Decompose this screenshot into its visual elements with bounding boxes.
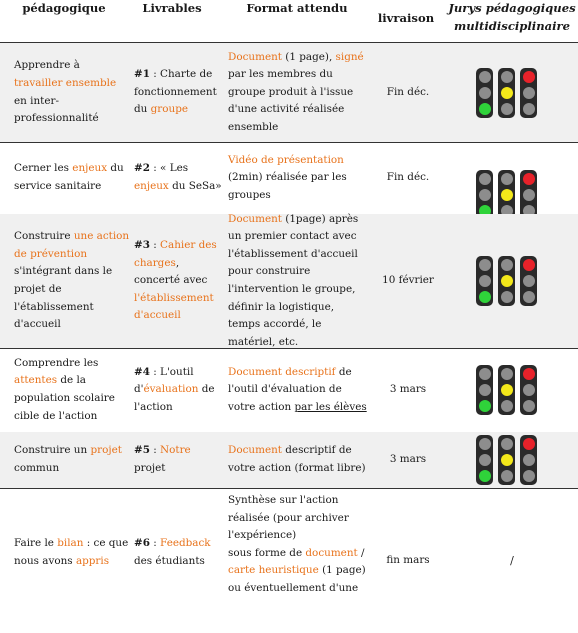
lamp-green-lit [479,400,491,412]
text-run: du service sanitaire [14,162,124,192]
highlighted-text: Notre [160,444,191,457]
text-run: : [149,444,161,457]
lamp-red-lit [523,71,535,83]
delivery-date [376,432,440,488]
lamp-red-off [501,259,513,271]
lamp-green-lit [479,470,491,482]
lamp-yellow-off [479,384,491,396]
lamp-red-lit [523,259,535,271]
traffic-light-housing [498,256,515,306]
traffic-light-icon [476,256,537,306]
text-run: Construire un [14,444,91,457]
header-jurys-line2: multidisciplinaire [453,19,571,33]
text-run: par les membres du groupe produit à l'issue d'une activité réalisée ensemble [228,68,354,133]
delivery-date-text: Fin déc. [386,85,430,98]
delivery-date [376,488,440,633]
delivery-date [376,214,440,348]
deliverable-cell [134,432,224,488]
lamp-yellow-off [479,275,491,287]
objective-cell [14,43,130,142]
highlighted-text: Document descriptif [228,365,336,378]
text-run: en inter-professionnalité [14,94,99,125]
delivery-date [376,142,440,214]
traffic-light-housing [520,170,537,220]
lamp-green-off [523,470,535,482]
format-cell [228,43,368,142]
objective-cell [14,142,130,214]
lamp-red-off [479,173,491,185]
format-cell [228,214,368,348]
traffic-light-icon [476,68,537,118]
lamp-yellow-off [523,454,535,466]
text-run: (1 page), [281,50,336,63]
lamp-red-off [479,71,491,83]
header-livrables: Livrables [142,1,202,15]
lamp-yellow-lit [501,275,513,287]
lamp-green-off [523,291,535,303]
highlighted-text: bilan [57,537,84,550]
format-cell [228,142,368,214]
lamp-red-lit [523,368,535,380]
lamp-green-off [501,103,513,115]
lamp-green-off [501,400,513,412]
lamp-red-off [479,259,491,271]
lamp-red-off [501,368,513,380]
underlined-text: par les élèves [294,400,367,413]
highlighted-text: Feedback [160,537,211,550]
text-run: descriptif de votre action (format libre) [228,444,366,474]
deliverable-cell [134,214,224,348]
highlighted-text: projet [90,444,122,457]
highlighted-text: Cahier des charges [134,239,217,269]
text-run: : L'outil d' [134,365,194,396]
delivery-date-text: Fin déc. [386,171,430,184]
text-run: (1page) après un premier contact avec l'établissement d'accueil pour construire l'intervention le groupe, définir la logistique, temps accordé, le matériel, etc. [228,212,359,348]
text-run: : Charte de fonctionnement du [134,68,217,116]
text-run: ou éventuellement d'une [228,581,359,594]
table-header [0,0,578,42]
traffic-light-housing [498,170,515,220]
table-row [0,488,578,618]
format-cell [228,348,368,432]
highlighted-text: document [305,546,358,559]
traffic-light-housing [498,435,515,485]
traffic-light-housing [476,435,493,485]
traffic-light-housing [520,68,537,118]
text-run: , concerté avec [134,256,208,287]
text-run: Cerner les [14,162,73,175]
highlighted-text: groupe [150,103,189,116]
traffic-light-icon [476,435,537,485]
delivery-date [376,348,440,432]
traffic-light-icon [476,170,537,220]
text-run: : ce que nous avons [14,537,129,567]
objective-cell [14,214,130,348]
header-format-attendu: Format attendu [246,1,348,15]
highlighted-text: attentes [14,374,58,387]
highlighted-text: travailler ensemble [14,76,117,89]
header-objectif: pédagogique [22,1,106,15]
text-run: Faire le [14,537,58,550]
text-run: : [149,537,161,550]
text-run: de la population scolaire cible de l'action [14,374,115,422]
highlighted-text: évaluation [143,383,199,396]
lamp-red-lit [523,438,535,450]
header-livraison: livraison [377,11,435,25]
lamp-green-off [523,103,535,115]
delivery-date-text: 3 mars [389,453,427,466]
text-run: / [357,546,365,559]
lamp-yellow-off [523,384,535,396]
text-run: (1 page) [318,564,366,577]
traffic-light-housing [520,365,537,415]
highlighted-text: une action de prévention [14,230,130,260]
lamp-yellow-lit [501,384,513,396]
lamp-yellow-off [479,87,491,99]
deliverable-number: #6 [134,537,150,550]
text-run: de l'action [134,383,215,413]
deliverable-cell [134,348,224,432]
objective-cell [14,432,130,488]
lamp-red-off [501,71,513,83]
lamp-yellow-off [523,87,535,99]
highlighted-text: carte heuristique [228,564,319,577]
text-run: (2min) réalisée par les groupes [228,171,347,201]
deliverable-number: #4 [134,365,150,378]
delivery-date-text: 10 février [382,274,434,287]
highlighted-text: Document [228,444,282,457]
deliverable-cell [134,488,224,618]
table-row [0,348,578,432]
lamp-green-lit [479,291,491,303]
delivery-date-text: 3 mars [389,383,427,396]
text-run: commun [14,462,60,474]
table-row [0,432,578,488]
text-run: Synthèse sur l'action réalisée (pour archiver l'expérience) [228,494,349,542]
lamp-green-off [501,470,513,482]
highlighted-text: Document [228,212,282,225]
delivery-date [376,43,440,142]
text-run: sous forme de [228,546,306,559]
text-run: des étudiants [134,555,205,567]
text-run: du SeSa» [168,180,222,192]
traffic-light-housing [498,68,515,118]
table-row [0,43,578,142]
highlighted-text: l'établissement d'accueil [134,291,214,322]
jury-none-marker: / [510,554,514,567]
traffic-light-housing [520,256,537,306]
lamp-red-off [501,173,513,185]
deliverable-number: #5 [134,444,150,457]
text-run: Comprendre les [14,356,99,369]
text-run: s'intégrant dans le projet de l'établissement d'accueil [14,265,113,331]
lamp-green-off [523,400,535,412]
lamp-yellow-off [479,189,491,201]
lamp-yellow-lit [501,189,513,201]
format-cell [228,432,368,488]
traffic-light-housing [476,365,493,415]
lamp-yellow-lit [501,87,513,99]
highlighted-text: appris [75,555,110,567]
lamp-red-off [479,438,491,450]
format-cell [228,488,368,618]
traffic-light-housing [476,256,493,306]
traffic-light-housing [476,68,493,118]
lamp-red-off [479,368,491,380]
header-jurys-line1: Jurys pédagogiques [448,1,576,15]
table-row [0,142,578,214]
lamp-yellow-off [523,275,535,287]
highlighted-text: enjeux [134,180,169,192]
table-row [0,214,578,348]
traffic-light-housing [498,365,515,415]
text-run: projet [134,462,166,474]
text-run: : « Les [149,162,189,175]
lamp-red-lit [523,173,535,185]
deliverable-cell [134,43,224,142]
highlighted-text: signé [335,50,364,63]
highlighted-text: Document [228,50,282,63]
lamp-yellow-off [479,454,491,466]
objective-cell [14,488,130,618]
deliverable-number: #3 [134,239,150,252]
lamp-green-off [501,291,513,303]
text-run: Construire [14,230,74,243]
delivery-date-text: fin mars [386,553,430,566]
traffic-light-icon [476,365,537,415]
highlighted-text: Vidéo de présentation [228,153,344,166]
deliverable-number: #1 [134,68,150,81]
lamp-yellow-lit [501,454,513,466]
lamp-green-lit [479,103,491,115]
text-run: : [149,239,161,252]
highlighted-text: enjeux [72,162,108,175]
objective-cell [14,348,130,432]
traffic-light-housing [520,435,537,485]
deliverable-number: #2 [134,162,150,175]
lamp-red-off [501,438,513,450]
text-run: Apprendre à [14,59,80,72]
lamp-yellow-off [523,189,535,201]
traffic-light-housing [476,170,493,220]
deliverable-cell [134,142,224,214]
text-run: de l'outil d'évaluation de votre action [228,365,352,413]
